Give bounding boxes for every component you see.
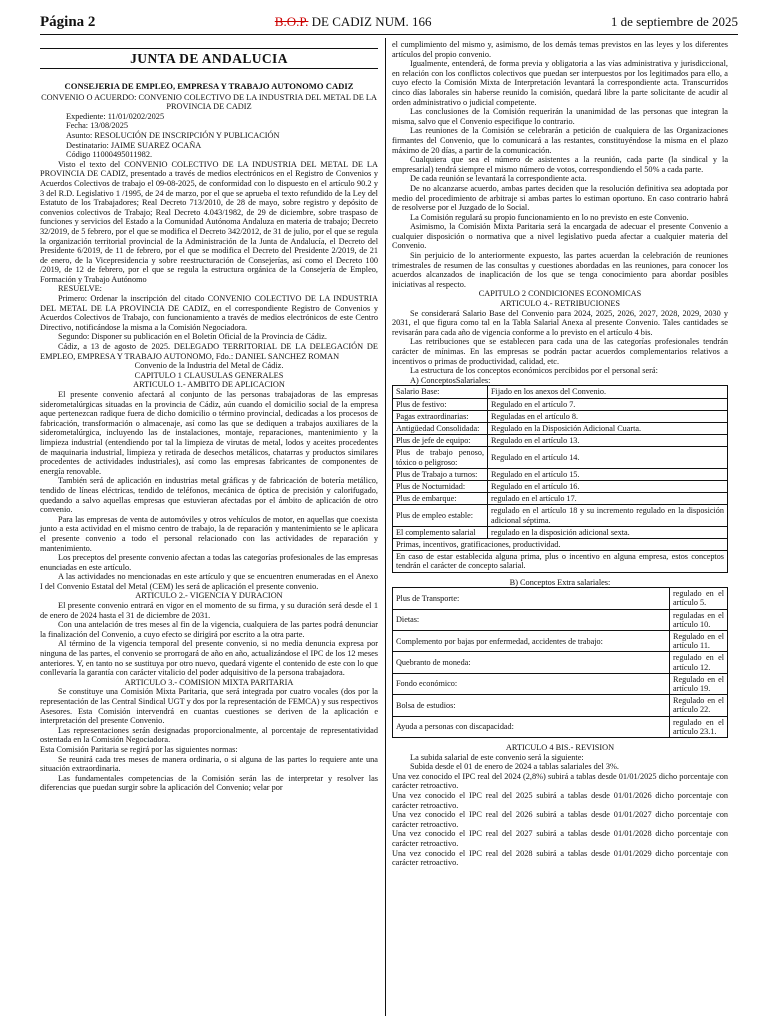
article-heading: ARTICULO 4 BIS.- REVISION	[505, 743, 615, 753]
concept-cell: Dietas:	[393, 609, 670, 630]
concept-cell: Pagas extraordinarias:	[393, 410, 488, 422]
regulation-cell: Regulado en el artículo 7.	[488, 398, 728, 410]
paragraph: Con una antelación de tres meses al fin de la vigencia, cualquiera de las partes podrá denunciar la finalización del Convenio, a cuyo efecto se dirigirá por escrito a la otra parte.	[40, 620, 378, 639]
signature-line: Cádiz, a 13 de agosto de 2025. DELEGADO TERRITORIAL DE LA DELEGACIÓN DE EMPLEO, EMPRESA Y TRABAJO AUTONOMO, Fdo.: DANIEL SANCHEZ ROMAN	[40, 342, 378, 361]
paragraph: También será de aplicación en industrias metal gráficas y de fabricación de botería metálico, tendido de líneas eléctricas, tendido de teléfonos, mecánica de óptica de precisión y calorifugado, quedando a salvo aquellas empresas que estuvieran afectadas por el ámbito de aplicación de otro convenio.	[40, 476, 378, 515]
regulation-cell: regulado en el artículo 17.	[488, 493, 728, 505]
concept-cell: Antigüedad Consolidada:	[393, 422, 488, 434]
paragraph: Asimismo, la Comisión Mixta Paritaria será la encargada de adecuar el presente Convenio a cualquier disposición o normativa que a nivel legislativo pueda afectar a cualquier materia del Convenio.	[392, 222, 728, 251]
paragraph: Los preceptos del presente convenio afectan a todas las categorías profesionales de las empresas enunciadas en este artículo.	[40, 553, 378, 572]
regulation-cell: Regulado en el artículo 15.	[488, 468, 728, 480]
concept-cell: Ayuda a personas con discapacidad:	[393, 716, 670, 737]
paragraph: Al término de la vigencia temporal del presente convenio, si no media denuncia expresa por ninguna de las partes, el convenio se prorrogará de año en año, actualizándose el IPC de los 12 meses anteriores. Y, en tanto no se sustituya por otro nuevo, quedará vigente el contenido de este con lo que conllevaría la garantía con carácter vitalicio del poder adquisitivo de la persona trabajadora.	[40, 639, 378, 678]
paragraph: Segundo: Disponer su publicación en el Boletín Oficial de la Provincia de Cádiz.	[58, 332, 327, 342]
regulation-cell: regulado en el artículo 23.1.	[670, 716, 728, 737]
fecha: Fecha: 13/08/2025	[66, 121, 128, 131]
paragraph: Una vez conocido el IPC real del 2027 subirá a tablas desde 01/01/2028 dicho porcentaje con carácter retroactivo.	[392, 829, 728, 848]
table-cell: Primas, incentivos, gratificaciones, productividad.	[393, 539, 728, 551]
table-row	[393, 386, 728, 398]
concept-cell: Quebranto de moneda:	[393, 652, 670, 673]
table-row	[393, 447, 728, 468]
regulation-cell: regulado en el artículo 12.	[670, 652, 728, 673]
table-row	[393, 422, 728, 434]
paragraph: Cualquiera que sea el número de asistentes a la reunión, cada parte (la sindical y la empresarial) tendrá siempre el mismo número de votos, correspondiendo el 50% a cada parte.	[392, 155, 728, 174]
concept-cell: Complemento por bajas por enfermedad, accidentes de trabajo:	[393, 631, 670, 652]
concept-cell: Bolsa de estudios:	[393, 695, 670, 716]
concept-cell: Plus de Nocturnidad:	[393, 481, 488, 493]
chapter-heading: CAPITULO 2 CONDICIONES ECONOMICAS	[478, 289, 642, 299]
table-cell: En caso de estar establecida alguna prima, plus o incentivo en alguna empresa, estos conceptos tendrán el carácter de concepto salarial.	[393, 551, 728, 572]
page-header	[40, 14, 738, 34]
table-row	[393, 588, 728, 609]
extra-salary-concepts-table	[392, 587, 728, 738]
regulation-cell: regulado en el artículo 18 y su incremento regulado en la disposición adicional séptima.	[488, 505, 728, 526]
table-row	[393, 493, 728, 505]
paragraph: Visto el texto del CONVENIO COLECTIVO DE LA INDUSTRIA DEL METAL DE LA PROVINCIA DE CADIZ, presentado a través de medios electrónicos en el Registro de Convenios y Acuerdos Colectivos de trabajo el 09-08-2025, de conformidad con lo dispuesto en el artículo 90.2 y 3 del R.D. Legislativo 1 /1995, de 24 de marzo, por el que se aprueba el texto refundido de la Ley del Estatuto de los Trabajadores; Real Decreto 713/2010, de 28 de mayo, sobre registro y depósito de convenios colectivos de Trabajo; Real Decreto 4.043/1982, de 29 de diciembre, sobre traspaso de funciones y servicios del Estado a la Comunidad Autónoma Andaluza en materia de trabajo; Decreto 32/2019, de 5 febrero, por el que se modifica el Decreto 342/2012, de 31 de julio, por el que se regula la organización territorial provincial de la Administración de la Junta de Andalucía, el Decreto del Presidente 6/2019, de 11 de febrero, por el que se modifica el Decreto del Presidente 2/2019, de 21 de enero, de la Vicepresidencia y sobre reestructuración de Consejerías, así como el Decreto 100 /2019, de 12 de febrero, por el que se regula la estructura orgánica de la Consejería de Empleo, Formación y Trabajo Autónomo	[40, 159, 378, 284]
bulletin-title	[275, 14, 432, 30]
paragraph: Primero: Ordenar la inscripción del citado CONVENIO COLECTIVO DE LA INDUSTRIA DEL METAL DE LA PROVINCIA DE CADIZ, en el correspondiente Registro de Convenios y Acuerdos Colectivos de Trabajo, con funcionamiento a través de medios electrónicos de este Centro Directivo, notificándose la misma a la Comisión Negociadora.	[40, 294, 378, 332]
regulation-cell: reguladas en el artículo 10.	[670, 609, 728, 630]
regulation-cell: Reguladas en el artículo 8.	[488, 410, 728, 422]
article-heading: ARTICULO 1.- AMBITO DE APLICACION	[133, 380, 285, 390]
table-row	[393, 481, 728, 493]
table-row	[393, 435, 728, 447]
concept-cell: Plus de embarque:	[393, 493, 488, 505]
concept-cell: Plus de Transporte:	[393, 588, 670, 609]
page-number: Página 2	[40, 14, 96, 30]
table-row	[393, 609, 728, 630]
concepts-a-heading: A) ConceptosSalariales:	[410, 375, 491, 385]
paragraph: Esta Comisión Paritaria se regirá por las siguientes normas:	[40, 744, 238, 754]
paragraph: Igualmente, entenderá, de forma previa y obligatoria a las vías administrativa y jurisdiccional, en relación con los conflictos colectivos que puedan ser interpuestos por los legitimados para ello, a cuyo efecto la Comisión Mixta de Interpretación levantará la correspondiente acta. Transcurridos cinco días laborales sin haberse reunido la comisión, quedará libre la parte solicitante de acudir al orden administrativo o judicial competente.	[392, 59, 728, 107]
paragraph: Para las empresas de venta de automóviles y otros vehículos de motor, en aquellas que coexista junto a esta actividad en el mismo centro de trabajo, la de reparación y mantenimiento se le aplicara el presente convenio a todo el personal relacionado con las actividades de reparación y mantenimiento.	[40, 514, 378, 553]
asunto: Asunto: RESOLUCIÓN DE INSCRIPCIÓN Y PUBLICACIÓN	[66, 130, 280, 140]
concept-cell: Plus de trabajo penoso, tóxico o peligroso:	[393, 447, 488, 468]
table-row	[393, 526, 728, 538]
section-title: JUNTA DE ANDALUCIA	[40, 48, 378, 69]
regulation-cell: Regulado en el artículo 11.	[670, 631, 728, 652]
paragraph: Se considerará Salario Base del Convenio para 2024, 2025, 2026, 2027, 2028, 2029, 2030 y 2031, el que figura como tal en la Tabla Salarial Anexa al presente Convenio. Tales cantidades se revisarán para cada año de vigencia conforme a lo previsto en el artículo 4 bis.	[392, 308, 728, 337]
paragraph: Subida desde el 01 de enero de 2024 a tablas salariales del 3%.	[410, 762, 619, 772]
paragraph: Una vez conocido el IPC real del 2028 subirá a tablas desde 01/01/2029 dicho porcentaje con carácter retroactivo.	[392, 848, 728, 868]
right-column	[392, 40, 728, 868]
regulation-cell: Fijado en los anexos del Convenio.	[488, 386, 728, 398]
column-divider	[385, 38, 386, 1016]
concept-cell: Plus de Trabajo a turnos:	[393, 468, 488, 480]
concept-cell: Plus de empleo estable:	[393, 505, 488, 526]
article-heading: ARTICULO 2.- VIGENCIA Y DURACION	[135, 591, 283, 601]
regulation-cell: regulado en el artículo 5.	[670, 588, 728, 609]
paragraph: Las conclusiones de la Comisión requerirán la unanimidad de las personas que integran la misma, salvo que el Convenio especifique lo contrario.	[392, 107, 728, 126]
consejeria-title: CONSEJERIA DE EMPLEO, EMPRESA Y TRABAJO AUTONOMO CADIZ	[64, 80, 354, 91]
paragraph: La estructura de los conceptos económicos percibidos por el personal será:	[410, 366, 658, 376]
table-row	[393, 468, 728, 480]
expediente: Expediente: 11/01/0202/2025	[66, 111, 165, 121]
regulation-cell: Regulado en el artículo 14.	[488, 447, 728, 468]
paragraph: La subida salarial de este convenio será la siguiente:	[410, 752, 584, 762]
regulation-cell: Regulado en el artículo 13.	[488, 435, 728, 447]
concept-cell: Plus de festivo:	[393, 398, 488, 410]
concept-cell: Salario Base:	[393, 386, 488, 398]
regulation-cell: Regulado en el artículo 19.	[670, 673, 728, 694]
salary-concepts-table	[392, 385, 728, 572]
paragraph: El presente convenio afectará al conjunto de las personas trabajadoras de las empresas siderometalúrgicas situadas en la provincia de Cádiz, aún cuando el domicilio social de la empresa aque pertenezcan radique fuera de dicho domicilio o término provincial, dedicadas a los procesos de fabricación, transformación o almacenaje, así como las que se dediquen a trabajos auxiliares de la siderometalúrgica, incluyendo las de instalaciones, montaje, reparaciones, mantenimiento y la limpieza industrial (entendiendo por tal la limpieza de virutas de metal, lodos y aceites procedentes de maquinaria industrial, limpieza y retirada de desechos metálicos, chatarras y productos similares procedentes de actividades industriales), así como las empresas fabricantes de componentes de energía renovable.	[40, 390, 378, 476]
bulletin-name: DE CADIZ NUM. 166	[311, 14, 432, 29]
concepts-b-heading: B) Conceptos Extra salariales:	[509, 577, 611, 587]
resuelve-heading: RESUELVE:	[58, 284, 102, 294]
paragraph: Una vez conocido el IPC real del 2025 subirá a tablas desde 01/01/2026 dicho porcentaje con carácter retroactivo.	[392, 791, 728, 810]
paragraph: De cada reunión se levantará la correspondiente acta.	[410, 174, 587, 184]
table-row	[393, 551, 728, 572]
paragraph: De no alcanzarse acuerdo, ambas partes deciden que la resolución definitiva sea adoptada por medio del procedimiento de arbitraje si ambas partes lo estiman oportuno. En caso contrario habrá de resolverse por el Juzgado de lo Social.	[392, 183, 728, 213]
concept-cell: Plus de jefe de equipo:	[393, 435, 488, 447]
regulation-cell: Regulado en la Disposición Adicional Cuarta.	[488, 422, 728, 434]
regulation-cell: regulado en la disposición adicional sexta.	[488, 526, 728, 538]
paragraph: Se constituye una Comisión Mixta Paritaria, que será integrada por cuatro vocales (dos por la representación de las Central Sindical UGT y dos por la representación de FEMCA) y sus respectivos Asesores. Esta Comisión intervendrá en cuantas cuestiones se deriven de la aplicación e interpretación del presente Convenio.	[40, 687, 378, 726]
bop-abbrev: B.O.P.	[274, 14, 309, 29]
article-heading: ARTICULO 4.- RETRIBUCIONES	[499, 299, 621, 309]
paragraph: el cumplimiento del mismo y, asimismo, de los demás temas previstos en las leyes y los diferentes artículos del propio convenio.	[392, 40, 728, 59]
convenio-subject: CONVENIO O ACUERDO: CONVENIO COLECTIVO DE LA INDUSTRIA DEL METAL DE LA PROVINCIA DE CADIZ	[41, 92, 377, 112]
regulation-cell: Regulado en el artículo 22.	[670, 695, 728, 716]
header-rule	[40, 34, 738, 35]
table-row	[393, 652, 728, 673]
paragraph: Una vez conocido el IPC real del 2026 subirá a tablas desde 01/01/2027 dicho porcentaje con carácter retroactivo.	[392, 810, 728, 829]
table-row	[393, 505, 728, 526]
table-row	[393, 539, 728, 551]
paragraph: Una vez conocido el IPC real del 2024 (2,8%) subirá a tablas desde 01/01/2025 dicho porcentaje con carácter retroactivo.	[392, 771, 728, 791]
concept-cell: Fondo económico:	[393, 673, 670, 694]
paragraph: Las fundamentales competencias de la Comisión serán las de interpretar y resolver las diferencias que puedan surgir sobre la aplicación del Convenio; velar por	[40, 773, 378, 793]
paragraph: Se reunirá cada tres meses de manera ordinaria, o si alguna de las partes lo requiere ante una situación extraordinaria.	[40, 754, 378, 774]
paragraph: Sin perjuicio de lo anteriormente expuesto, las partes acuerdan la celebración de reuniones trimestrales de resumen de las consultas y cuestiones abordadas en las reuniones, para conocer los acuerdos alcanzados de inaplicación de los que se tenga conocimiento para abordar posibles iniciativas al respecto.	[392, 251, 728, 289]
issue-date: 1 de septiembre de 2025	[610, 14, 738, 29]
convenio-title: Convenio de la Industria del Metal de Cádiz.	[134, 361, 284, 371]
paragraph: Las reuniones de la Comisión se celebrarán a petición de cualquiera de las Organizaciones firmantes del Convenio, que lo comunicará a las restantes, constituyéndose la misma en el plazo máximo de 20 días, a partir de la comunicación.	[392, 126, 728, 155]
table-row	[393, 716, 728, 737]
table-row	[393, 410, 728, 422]
table-row	[393, 631, 728, 652]
paragraph: El presente convenio entrará en vigor en el momento de su firma, y su duración será desde el 1 de enero de 2024 hasta el 31 de diciembre de 2031.	[40, 601, 378, 620]
paragraph: A las actividades no mencionadas en este artículo y que se encuentren enumeradas en el Anexo I del Convenio Estatal del Metal (CEM) les será de aplicación el presente convenio.	[40, 572, 378, 591]
table-row	[393, 673, 728, 694]
table-row	[393, 695, 728, 716]
concept-cell: El complemento salarial	[393, 526, 488, 538]
chapter-heading: CAPITULO 1 CLAUSULAS GENERALES	[134, 370, 284, 380]
regulation-cell: Regulado en el artículo 16.	[488, 481, 728, 493]
table-row	[393, 398, 728, 410]
destinatario: Destinatario: JAIME SUAREZ OCAÑA	[66, 140, 202, 150]
paragraph: Las representaciones serán designadas proporcionalmente, al porcentaje de representatividad ostentada en la Comisión Negociadora.	[40, 725, 378, 745]
paragraph: Las retribuciones que se establecen para cada una de las categorías profesionales tendrán carácter de mínimas. En las empresas se podrán pactar acuerdos complementarios relativos a incentivos o primas de productividad, calidad, etc.	[392, 337, 728, 366]
article-heading: ARTICULO 3.- COMISION MIXTA PARITARIA	[124, 677, 294, 687]
codigo: Código 11000495011982.	[66, 150, 153, 160]
left-column	[40, 42, 378, 793]
paragraph: La Comisión regulará su propio funcionamiento en lo no previsto en este Convenio.	[410, 212, 689, 222]
